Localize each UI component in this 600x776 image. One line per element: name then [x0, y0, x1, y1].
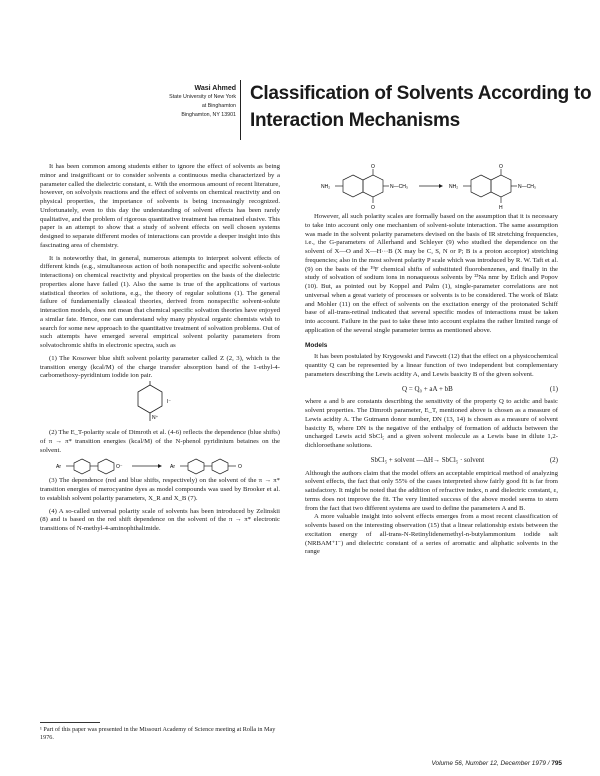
hydrogen-label: H — [498, 205, 503, 211]
author-name: Wasi Ahmed — [194, 85, 236, 92]
carbonyl-oxygen-label: O — [370, 205, 375, 211]
title-line: Classification of Solvents According to — [250, 83, 592, 104]
equation-2 — [305, 456, 558, 465]
pyridinium-iodide-structure — [105, 381, 215, 429]
paragraph: It is noteworthy that, in general, numerous attempts to interpret solvent effects of different kinds (e.g., simultaneous action of both nonspecific and specific solvent-solute interactions) on chemical reactivity and physical properties on the basis of the dielectric properties alone have failed (1). Also the same is true of the applications of various statistical theories of solutions, e.g., the theory of regular solutions (1). The general failure of fundamentally classical theories, derived from nonspecific solvent-solute interaction models, does not mean that chemical specific solvation theories have enjoyed a similar fate. Hence, one can understand why many physical organic chemists wish to search for some new approach to the quantitative treatment of solvation problems. Out of such attempts have emerged several empirical solvent polarity parameters from solvatochromic shifts in electronic spectra, such as — [40, 254, 280, 349]
paragraph: It has been postulated by Krygowski and Fawcett (12) that the effect on a physicochemical quantity Q can be represented by a linear function of two independent but complementary parameters describing the Lewis acidity A, and Lewis basicity B of the given solvent. — [305, 353, 558, 378]
list-item: (4) A so-called universal polarity scale of solvents has been introduced by Zelinskii (8) and is based on the red shift dependence on the solvent of the π → π* electronic transitions of N-methyl-4-aminophthalimide. — [40, 507, 280, 532]
carbonyl-oxygen-label: O — [498, 164, 503, 170]
affiliation-line: Binghamton, NY 13901 — [181, 112, 236, 118]
left-column — [40, 163, 280, 534]
footnote-divider — [40, 722, 100, 723]
n-plus-label: N⁺ — [152, 415, 159, 421]
paragraph: Although the authors claim that the model offers an acceptable empirical method of analyzing solvent effects, the fact that only 55% of the cases interpreted show fairly good fit is far from satisfactory. It might be noted that the addition of refractive index, n and dielectric constant, ε, terms does not improve the fit. The very limited success of the above model seems to stem from the fact that two different systems are used to define the parameters A and B. — [305, 469, 558, 512]
list-item: (1) The Kosower blue shift solvent polarity parameter called Z (2, 3), which is the transition energy (kcal/M) of the charge transfer absorption band of the 1-ethyl-4-carbomethoxy-pyridinium iodide ion pair. — [40, 354, 280, 380]
author-block — [118, 84, 236, 120]
paragraph: It has been common among students either to ignore the effect of solvents as being minor and insignificant or to consider solvents a continuous media characterized by a parameter called the dielectric constant, ε. With the enormous amount of recent literature, however, on solvolysis reactions and the effect of solvents on chemical reactivity and on physical properties, the importance of solvents is being increasingly recognized. Unfortunately, even to this day the understanding of solvent effects has been rarely qualitative, and the problem of rigorous quantitative treatment has remained elusive. This paper is an attempt to show that a study of solvent effects on well chosen systems designed to separate different modes of interactions can provide a deeper insight into this fascinating area of chemistry. — [40, 163, 280, 249]
page-folio — [431, 760, 562, 767]
paragraph: However, all such polarity scales are formally based on the assumption that it is necessary to take into account only one mechanism of solvent-solute interaction. The same assumption was made in the solvent polarity parameters devised on the basis of IR stretching frequencies, i.e., the G-parameters of Allerhand and Schleyer (9) who studied the dependence on the solvent of X—O and X—H···B (X may be C, S, N or P; B is a proton acceptor) stretching frequencies; also in the most solvent polarity P scale which was introduced by R. W. Taft et al. (9) on the basis of the ¹⁹F chemical shifts of substituted fluorobenzenes, and finally in the study of solvation of sodium ions in nonaqueous solvents by ²³Na nmr by Erlich and Popov (10). But, as pointed out by Koppel and Palm (1), single-parameter correlations are not universal when a great variety of processes or solvents is to be considered. The work of Blatz and Mohler (11) on the effect of solvents on the excitation energy of the protonated Schiff base of all-trans-retinal indicated that several specific modes of interactions must be taken into account. Failure in the past to take these into account explains the rather limited range of application of the several single parameter terms as mentioned above. — [305, 213, 558, 334]
aryl-label: Ar — [170, 464, 175, 471]
equation-text: SbCl₅ + solvent —ΔH→ SbCl₅ · solvent — [370, 455, 485, 464]
section-heading: Models — [305, 341, 328, 349]
right-column — [305, 163, 558, 557]
affiliation-line: at Binghamton — [201, 103, 236, 109]
amino-label: NH₂ — [320, 184, 330, 190]
aminophthalimide-structure — [307, 163, 557, 211]
footnote: ¹ Part of this paper was presented in the Missouri Academy of Science meeting at Rolla in May 1976. — [40, 726, 276, 741]
equation-number: (1) — [549, 384, 558, 393]
title-line: Interaction Mechanisms — [250, 110, 460, 131]
paragraph: A more valuable insight into solvent effects emerges from a most recent classification of solvents based on the interesting observation (15) that a linear relationship exists between the excitation energy of all-trans-N-Retinylidenemethyl-n-butylammonium iodide salt (NRBAM⁺I⁻) and dielectric constant of a series of aromatic and aliphatic solvents in the range — [305, 513, 558, 556]
amino-label: NH₂ — [448, 184, 458, 190]
title-divider — [240, 80, 241, 140]
carbonyl-oxygen-label: O — [370, 164, 375, 170]
list-item: (2) The E_T-polarity scale of Dimroth et al. (4-6) reflects the dependence (blue shifts) of π → π* transition energies (kcal/M) of the N-phenol pyridinium betaines on the solvent. — [40, 429, 280, 454]
equation-text: Q = Q₀ + aA + bB — [401, 384, 453, 393]
aryl-label: Ar — [56, 464, 61, 471]
iodide-label: I⁻ — [167, 399, 172, 405]
list-item: (3) The dependence (red and blue shifts, respectively) on the solvent of the π → π* transition energies of merocyanine dyes as model compounds was used by Brooker et al. to establish solvent polarity parameters, X_R and X_B (7). — [40, 477, 280, 502]
oxide-label: O⁻ — [116, 464, 123, 471]
page-number: 795 — [551, 760, 562, 767]
oxygen-label: O — [238, 464, 242, 471]
betaine-transition-structure — [40, 455, 280, 477]
article-title — [250, 80, 591, 134]
affiliation-line: State University of New York — [169, 94, 236, 100]
equation-1 — [305, 385, 558, 394]
equation-number: (2) — [549, 455, 558, 464]
paragraph: where a and b are constants describing the sensitivity of the property Q to acidic and basic solvent properties. The Dimroth parameter, E_T, mentioned above is chosen as a measure of Lewis acidity A. The Gutmann donor number, DN (13, 14) is chosen as a measure of solvent basicity B, where DN is the negative of the enthalpy of formation of adducts between the uncharged Lewis acid SbCl₅ and a given solvent molecule as a Lewis base in dilute 1,2-dichloroethane solutions. — [305, 398, 558, 449]
journal-issue: Volume 56, Number 12, December 1979 / — [431, 760, 550, 767]
methylimide-label: N—CH₃ — [517, 184, 536, 190]
methylimide-label: N—CH₃ — [389, 184, 408, 190]
